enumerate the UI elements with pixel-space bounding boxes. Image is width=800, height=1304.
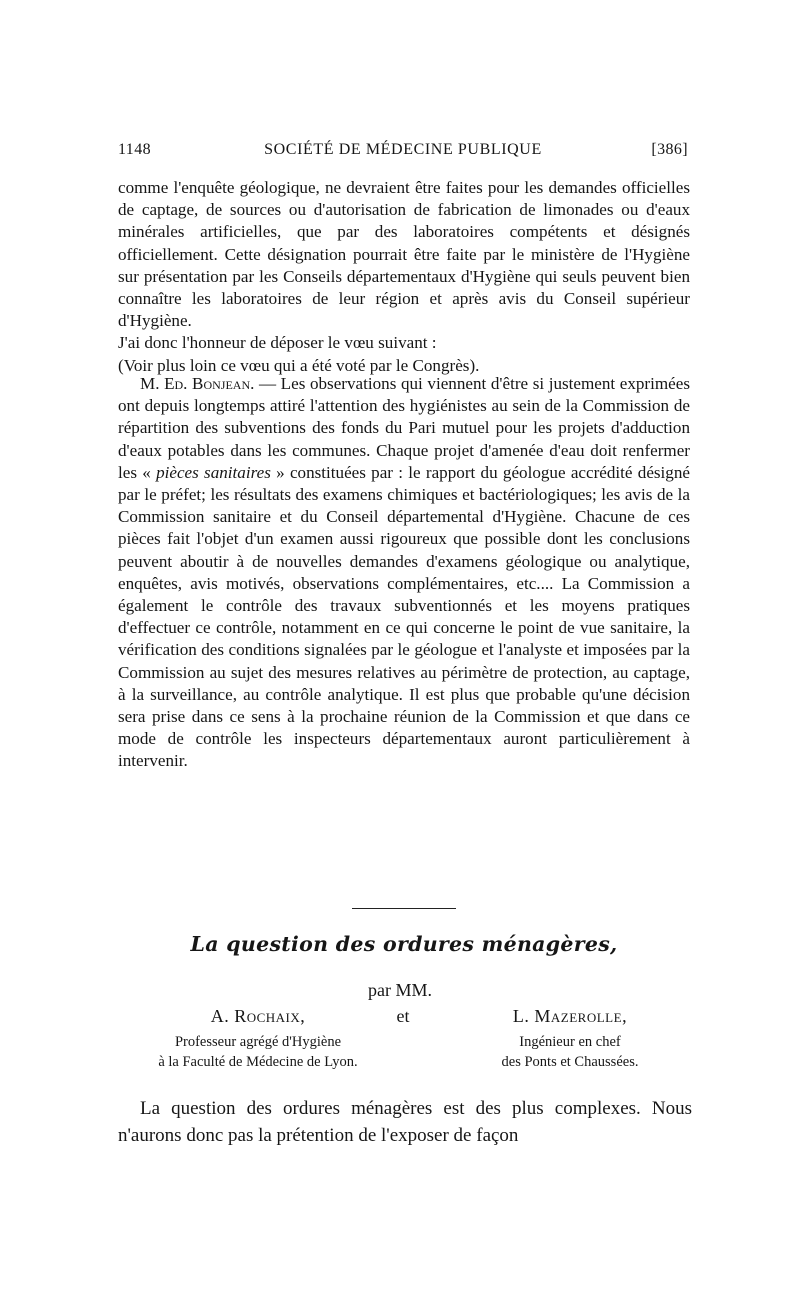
original-page-reference: [386] [651, 141, 688, 158]
author-rochaix [118, 1004, 398, 1072]
author-name: L. Mazerolle, [512, 1006, 628, 1026]
article-intro: La question des ordures ménagères est des plus complexes. Nous n'aurons donc pas la prétention de l'exposer de façon [118, 1098, 692, 1146]
author-mazerolle [450, 1004, 690, 1072]
paragraph-line: J'ai donc l'honneur de déposer le vœu suivant : [118, 333, 437, 353]
paragraph-continuation [118, 177, 690, 377]
paragraph-text: comme l'enquête géologique, ne devraient être faites pour les demandes officielles de captage, de sources ou d'autorisation de fabrication de limonades ou d'eaux minérales artificielles, que par des laboratoires compétents et désignés officiellement. Cette désignation pourrait être faite par le ministère de l'Hygiène sur présentation par les Conseils départementaux d'Hygiène qui seuls peuvent bien connaître les laboratoires de leur région et après avis du Conseil supérieur d'Hygiène. [118, 178, 690, 331]
paragraph-line: (Voir plus loin ce vœu qui a été voté par le Congrès). [118, 355, 480, 375]
paragraph-text: » constituées par : le rapport du géologue accrédité désigné par le préfet; les résultats des examens chimiques et bactériologiques; les avis de la Commission sanitaire et du Conseil départemental d'Hygiène. Chacune de ces pièces fait l'objet d'un examen aussi rigoureux que possible dont les conclusions peuvent aboutir à de nouvelles demandes d'examens géologique ou analytique, enquêtes, avis motivés, observations complémentaires, etc.... La Commission a également le contrôle des travaux subventionnés et les moyens pratiques d'effectuer ce contrôle, notamment en ce qui concerne le point de vue sanitaire, la vérification des conditions signalées par le géologue et l'analyste et imposées par la Commission au sujet des mesures relatives au périmètre de protection, au captage, à la surveillance, au contrôle analytique. Il est plus que probable qu'une décision sera prise dans ce sens à la prochaine réunion de la Commission et que dans ce mode de contrôle les inspecteurs départementaux auront particulièrement à intervenir. [118, 462, 690, 771]
speaker-name: Ed. Bonjean [164, 374, 251, 393]
italic-phrase: pièces sanitaires [156, 462, 271, 482]
section-divider [352, 908, 456, 909]
running-title: SOCIÉTÉ DE MÉDECINE PUBLIQUE [264, 141, 542, 158]
article-title: La question des ordures ménagères, [190, 932, 618, 956]
speaker-prefix: M. [140, 374, 165, 393]
authors-block [118, 1004, 690, 1074]
paragraph-bonjean [118, 373, 690, 773]
running-header [118, 141, 688, 163]
author-affiliation: Ingénieur en chef des Ponts et Chaussées. [501, 1034, 639, 1070]
page-number: 1148 [118, 141, 152, 158]
author-name: A. Rochaix, [210, 1006, 306, 1026]
author-conjunction: et [396, 1006, 410, 1026]
byline: par MM. [368, 980, 432, 1000]
author-affiliation: Professeur agrégé d'Hygiène à la Faculté de Médecine de Lyon. [158, 1034, 358, 1070]
paragraph-text: . — Les observations qui viennent d'être si justement exprimées ont depuis longtemps attiré l'attention des hygiénistes au sein de la Commission de répartition des subventions des fonds du Pari mutuel pour les projets d'adduction d'eaux potables dans les communes. Chaque projet d'amenée d'eau doit renfermer les « [118, 374, 690, 482]
